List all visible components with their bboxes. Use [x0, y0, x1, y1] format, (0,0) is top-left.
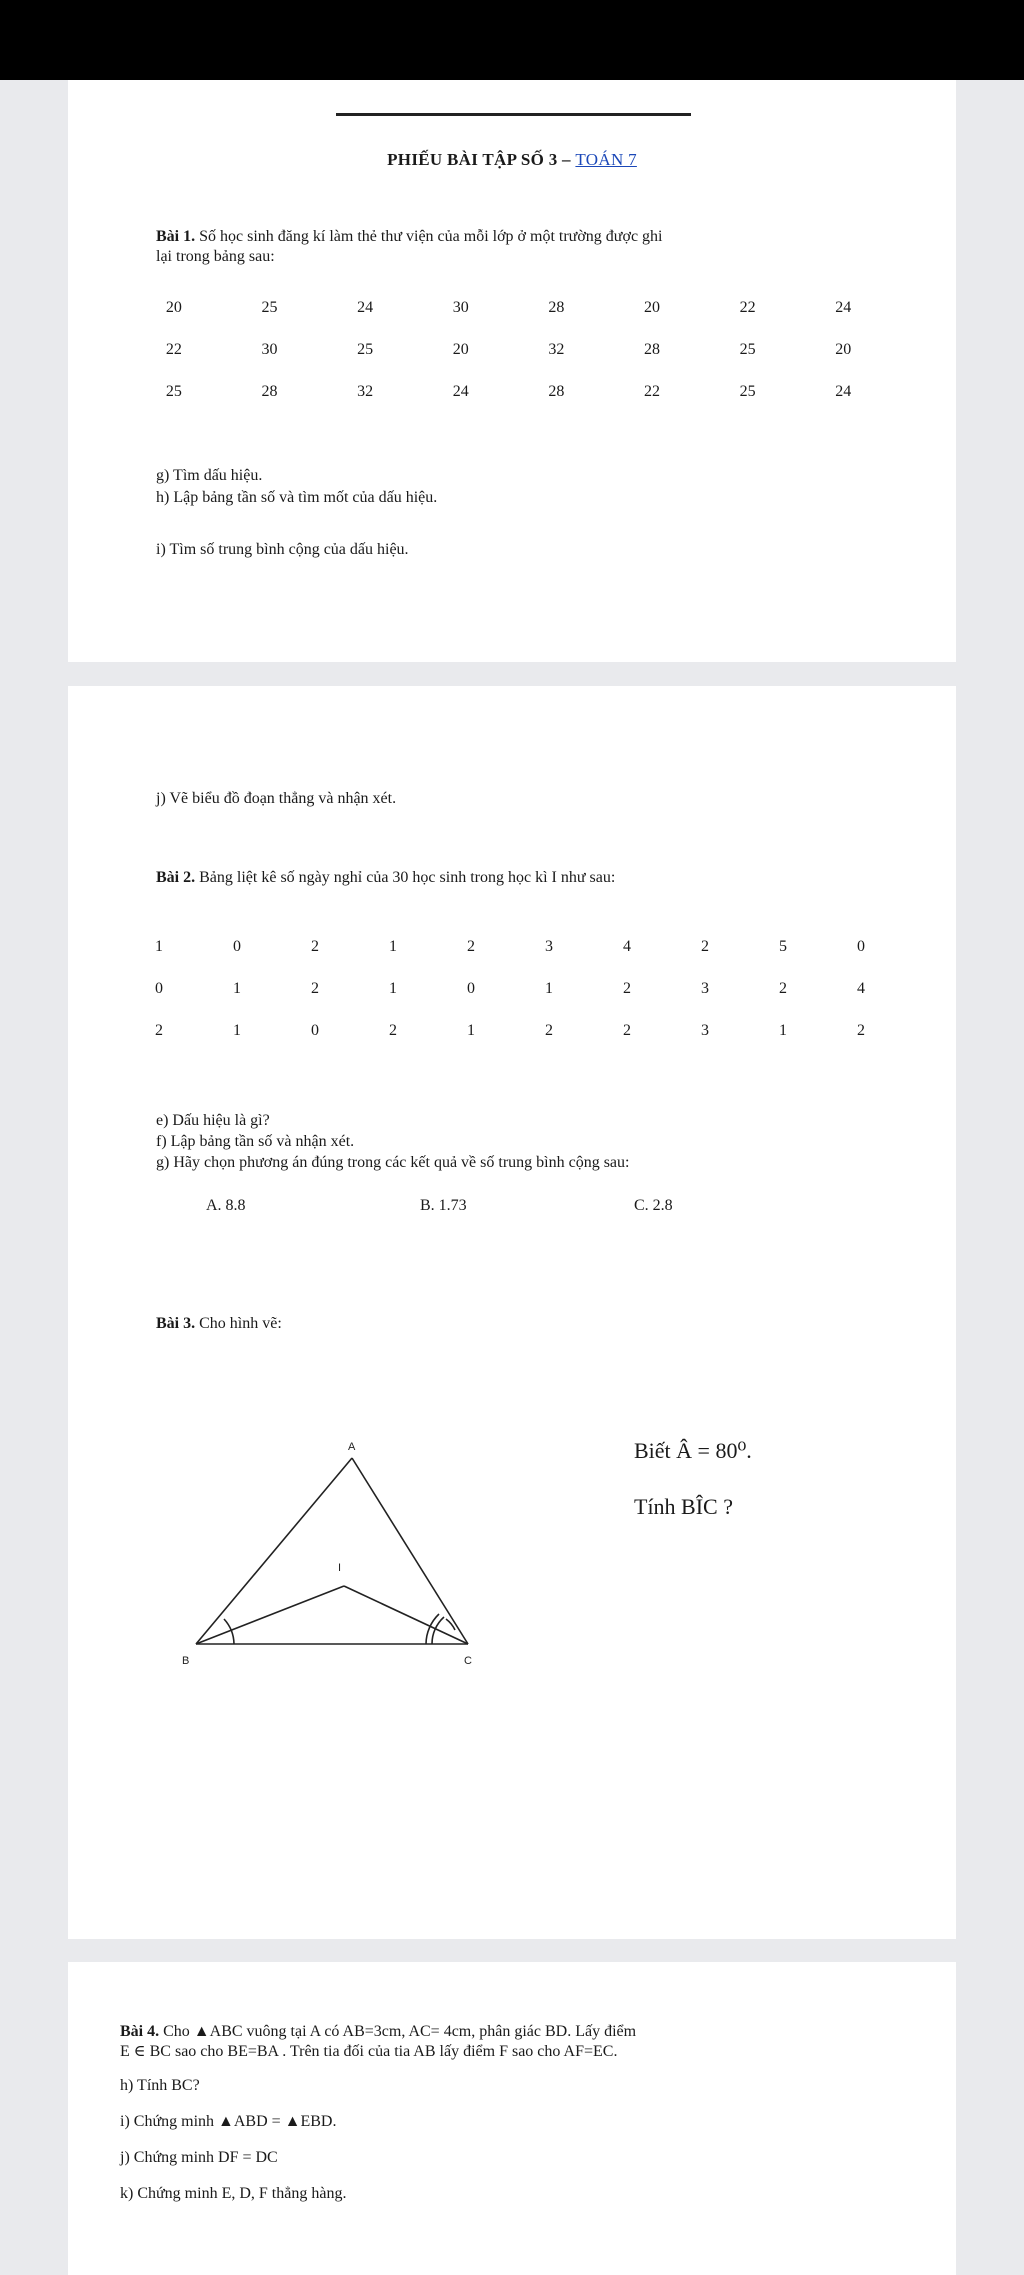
bai1-question-g: g) Tìm dấu hiệu.: [156, 467, 263, 484]
given-angle: Biết Â = 80⁰.: [634, 1438, 752, 1463]
triangle-figure: [172, 1426, 512, 1676]
bai2-table-row: [120, 926, 900, 968]
bai2-table-cell: 2: [623, 1022, 631, 1039]
label-c: C: [464, 1655, 472, 1667]
bai1-line2: lại trong bảng sau:: [156, 248, 275, 265]
option-b: B. 1.73: [420, 1197, 467, 1214]
bai2-question-e: e) Dấu hiệu là gì?: [156, 1112, 270, 1129]
bai1-line1: [156, 227, 662, 247]
header-rule: [336, 113, 691, 116]
label-b: B: [182, 1655, 190, 1667]
side-ab: [196, 1458, 352, 1644]
bai1-table-cell: 22: [739, 299, 756, 316]
bai1-question-j: j) Vẽ biểu đồ đoạn thẳng và nhận xét.: [156, 790, 397, 807]
bai3-label: Bài 3.: [156, 1315, 196, 1332]
bai2-table-cell: 2: [467, 938, 475, 955]
bai1-table-cell: 32: [357, 383, 374, 400]
bai2-table-cell: 2: [779, 980, 787, 997]
bai2-table-cell: 1: [545, 980, 553, 997]
worksheet-page-3: [68, 1962, 956, 2275]
bai1-question-h: h) Lập bảng tần số và tìm mốt của dấu hiệu.: [156, 489, 438, 506]
bai1-table-cell: 25: [739, 341, 756, 358]
bai2-table-cell: 1: [389, 938, 397, 955]
bai2-table-row: [120, 968, 900, 1010]
title-main: PHIẾU BÀI TẬP SỐ 3 –: [387, 150, 576, 169]
bai2-table-cell: 1: [467, 1022, 475, 1039]
bai2-table-cell: 3: [545, 938, 553, 955]
bai1-table-cell: 28: [548, 299, 565, 316]
bai2-label: Bài 2.: [156, 869, 196, 886]
bai4-label: Bài 4.: [120, 2023, 160, 2040]
bai1-table-cell: 25: [357, 341, 374, 358]
title-link[interactable]: TOÁN 7: [575, 150, 637, 169]
worksheet-page-1: [68, 80, 956, 662]
bai1-table-row: [126, 371, 891, 413]
bai2-table-cell: 2: [701, 938, 709, 955]
bai3-text: Cho hình vẽ:: [195, 1315, 282, 1332]
bai1-table: [126, 287, 891, 413]
bai4-question-k: k) Chứng minh E, D, F thẳng hàng.: [120, 2185, 347, 2202]
bai1-table-cell: 20: [165, 299, 182, 316]
bai1-table-cell: 28: [548, 383, 565, 400]
bai2-table-cell: 2: [623, 980, 631, 997]
bai2-table-cell: 1: [389, 980, 397, 997]
bai1-table-cell: 20: [643, 299, 660, 316]
bai2-table-cell: 2: [545, 1022, 553, 1039]
bai1-table-cell: 24: [357, 299, 374, 316]
bai2-table-cell: 1: [779, 1022, 787, 1039]
bai2-table-cell: 1: [155, 938, 163, 955]
bai1-table-cell: 28: [261, 383, 278, 400]
bai2-table-cell: 4: [623, 938, 631, 955]
bai4-text-1: Cho ▲ABC vuông tại A có AB=3cm, AC= 4cm, phân giác BD. Lấy điểm: [159, 2023, 637, 2040]
worksheet-page-2: [68, 686, 956, 1939]
bai1-table-cell: 30: [452, 299, 469, 316]
bai1-table-cell: 24: [835, 383, 852, 400]
bai2-text: Bảng liệt kê số ngày nghỉ của 30 học sinh trong học kì I như sau:: [195, 869, 616, 886]
bai2-question-f: f) Lập bảng tần số và nhận xét.: [156, 1133, 355, 1150]
bai4-question-h: h) Tính BC?: [120, 2077, 200, 2094]
bai3-line: [156, 1314, 282, 1334]
bai2-table-cell: 2: [311, 980, 319, 997]
bai4-line2: E ∈ BC sao cho BE=BA . Trên tia đối của tia AB lấy điểm F sao cho AF=EC.: [120, 2043, 618, 2060]
bai2-table-cell: 4: [857, 980, 865, 997]
bai2-table-cell: 0: [155, 980, 163, 997]
bai4-line1: [120, 2022, 636, 2042]
bai4-question-j: j) Chứng minh DF = DC: [120, 2149, 278, 2166]
bai1-table-row: [126, 329, 891, 371]
bai1-text: Số học sinh đăng kí làm thẻ thư viện của mỗi lớp ở một trường được ghi: [195, 228, 663, 245]
bai1-table-cell: 22: [643, 383, 660, 400]
bai2-table-cell: 2: [155, 1022, 163, 1039]
bai1-question-i: i) Tìm số trung bình cộng của dấu hiệu.: [156, 541, 409, 558]
bai2-table-cell: 2: [857, 1022, 865, 1039]
bai2-question-g: g) Hãy chọn phương án đúng trong các kết quả về số trung bình cộng sau:: [156, 1154, 630, 1171]
bai2-table-cell: 3: [701, 980, 709, 997]
bai1-table-cell: 25: [261, 299, 278, 316]
bisector-bi: [196, 1586, 344, 1644]
bai1-table-row: [126, 287, 891, 329]
bai1-table-cell: 30: [261, 341, 278, 358]
bai1-table-cell: 24: [835, 299, 852, 316]
bai1-table-cell: 20: [452, 341, 469, 358]
worksheet-title: [68, 150, 956, 170]
option-a: A. 8.8: [206, 1197, 246, 1214]
bai2-table-cell: 2: [311, 938, 319, 955]
bai2-line: [156, 868, 615, 888]
bai2-table-cell: 5: [779, 938, 787, 955]
bai2-table-cell: 2: [389, 1022, 397, 1039]
bai1-table-cell: 25: [739, 383, 756, 400]
bai2-table-cell: 0: [467, 980, 475, 997]
option-c: C. 2.8: [634, 1197, 673, 1214]
bai1-label: Bài 1.: [156, 228, 196, 245]
bai2-table-cell: 0: [857, 938, 865, 955]
bai2-table-cell: 0: [233, 938, 241, 955]
top-bar: [0, 0, 1024, 80]
bai2-table-cell: 1: [233, 980, 241, 997]
bai2-table-cell: 0: [311, 1022, 319, 1039]
bai2-table: [120, 926, 900, 1052]
label-i: I: [338, 1562, 342, 1574]
bai4-question-i: i) Chứng minh ▲ABD = ▲EBD.: [120, 2113, 337, 2130]
bai2-table-cell: 1: [233, 1022, 241, 1039]
bai1-table-cell: 20: [835, 341, 852, 358]
bai2-table-row: [120, 1010, 900, 1052]
bai1-table-cell: 28: [643, 341, 660, 358]
find-angle: Tính BÎC ?: [634, 1494, 733, 1519]
bai1-table-cell: 24: [452, 383, 469, 400]
bai1-table-cell: 22: [165, 341, 182, 358]
bai1-table-cell: 32: [548, 341, 565, 358]
label-a: A: [348, 1441, 356, 1453]
bai2-table-cell: 3: [701, 1022, 709, 1039]
bai1-table-cell: 25: [165, 383, 182, 400]
